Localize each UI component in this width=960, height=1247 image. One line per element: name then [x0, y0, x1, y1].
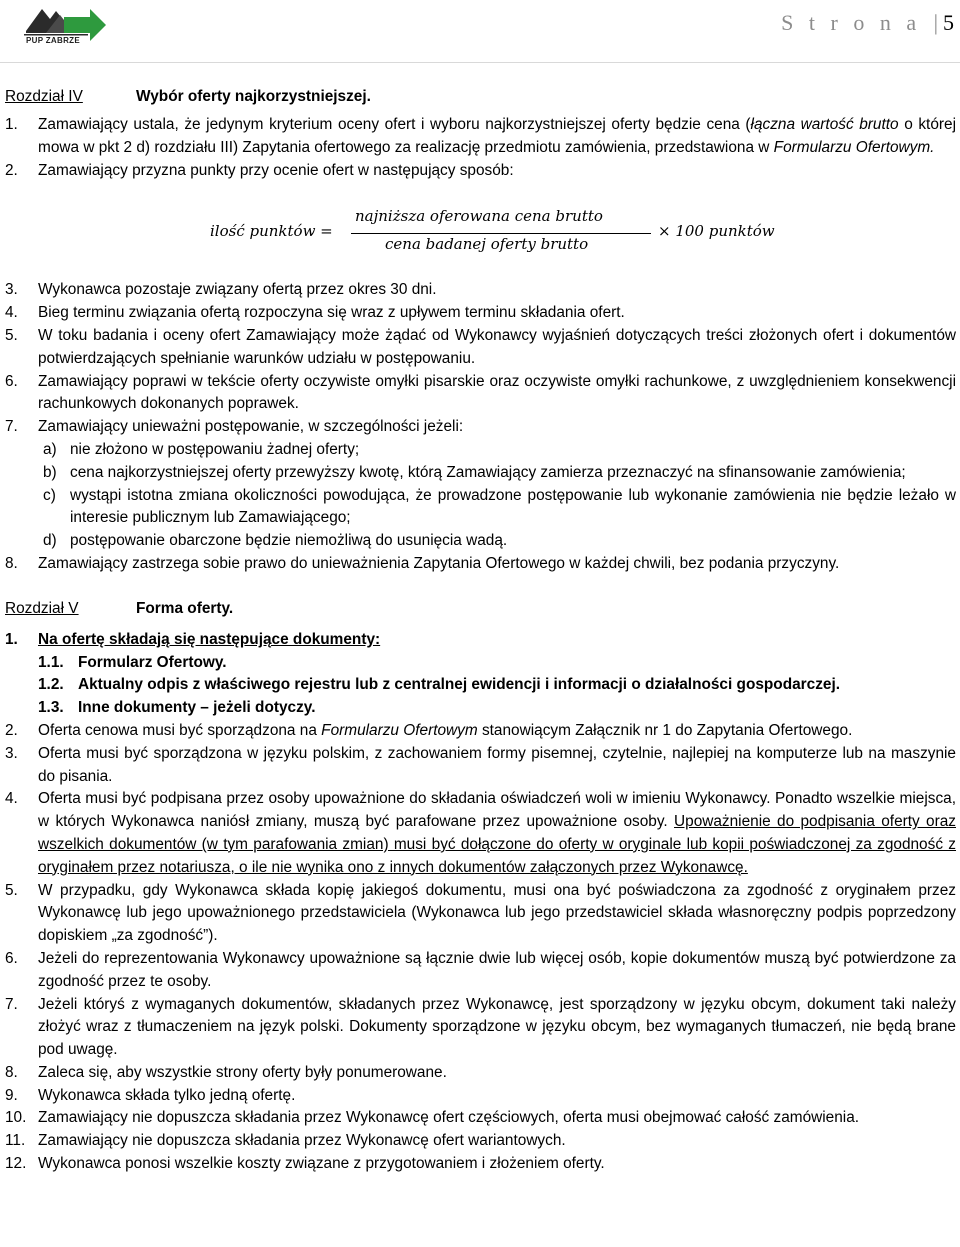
- sub-item-text: nie złożono w postępowaniu żadnej oferty;: [70, 440, 360, 458]
- item-text: Zamawiający poprawi w tekście oferty oczywiste omyłki pisarskie oraz oczywiste omyłki rachunkowe, z uwzględnieniem konsekwencji rachunkowych dokonanych poprawek.: [38, 372, 956, 413]
- sub-list-item: [5, 439, 956, 462]
- sub-list-item: [5, 674, 956, 697]
- list-item: [5, 880, 956, 948]
- points-formula: [5, 191, 956, 279]
- item-text: o której mowa w pkt 2 d) rozdziału III) Zapytania ofertowego za realizację przedmiotu zamówienia, przedstawiona w: [38, 116, 956, 156]
- item-text: Wykonawca składa tylko jedną ofertę.: [38, 1086, 296, 1104]
- list-item: [5, 1130, 956, 1153]
- list-item: [5, 788, 956, 879]
- list-item: [5, 743, 956, 789]
- item-text: Bieg terminu związania ofertą rozpoczyna się wraz z upływem terminu składania ofert.: [38, 304, 625, 322]
- header-divider: [0, 62, 960, 63]
- item-text: Jeżeli któryś z wymaganych dokumentów, składanych przez Wykonawcę, jest sporządzony w języku obcym, dokument taki należy złożyć wraz z tłumaczeniem na język polski. Dokumenty sporządzone w języku obcym, bez wymaganych tłumaczeń, nie będą brane pod uwagę.: [38, 995, 956, 1059]
- formula-denominator: cena badanej oferty brutto: [385, 235, 589, 254]
- logo-text: PUP ZABRZE: [26, 36, 80, 45]
- list-item: [5, 1085, 956, 1108]
- item-text: Jeżeli do reprezentowania Wykonawcy upoważnione są łącznie dwie lub więcej osób, kopie dokumentów muszą być potwierdzone za zgodność przez te osoby.: [38, 949, 956, 990]
- sub-item-text: postępowanie obarczone będzie niemożliwą do usunięcia wadą.: [70, 532, 508, 550]
- item-text: Zamawiający ustala, że jedynym kryterium oceny ofert i wyboru najkorzystniejszej oferty będzie cena (: [38, 116, 751, 133]
- list-item: [5, 629, 956, 652]
- item-number: 7.: [5, 995, 18, 1013]
- item-text: Na ofertę składają się następujące dokumenty:: [38, 630, 381, 648]
- sub-item-text: Aktualny odpis z właściwego rejestru lub z centralnej ewidencji i informacji o działalności gospodarczej.: [78, 676, 841, 694]
- item-number: 2.: [5, 161, 18, 179]
- item-number: 6.: [5, 949, 18, 967]
- item-number: 10.: [5, 1109, 27, 1127]
- chapter-title: Forma oferty.: [136, 599, 234, 617]
- list-item: [5, 279, 956, 302]
- sub-item-number: 1.2.: [38, 676, 64, 694]
- item-number: 5.: [5, 881, 18, 899]
- list-item: [5, 416, 956, 439]
- list-item: [5, 160, 956, 183]
- item-text: Zamawiający nie dopuszcza składania przez Wykonawcę ofert wariantowych.: [38, 1132, 566, 1150]
- list-item: [5, 371, 956, 417]
- list-item: [5, 948, 956, 994]
- list-item: [5, 114, 956, 160]
- list-item: [5, 553, 956, 576]
- item-number: 1.: [5, 630, 18, 648]
- item-number: 8.: [5, 1063, 18, 1081]
- list-item: [5, 720, 956, 743]
- item-number: 7.: [5, 418, 18, 436]
- item-number: 3.: [5, 281, 18, 299]
- item-text-italic: Formularzu Ofertowym.: [773, 138, 935, 156]
- item-number: 8.: [5, 554, 18, 572]
- item-text: Zamawiający zastrzega sobie prawo do unieważnienia Zapytania Ofertowego w każdej chwili, bez podania przyczyny.: [38, 554, 840, 572]
- formula-lhs: ilość punktów =: [210, 222, 333, 241]
- item-number: 4.: [5, 304, 18, 322]
- item-number: 2.: [5, 721, 18, 739]
- item-number: 3.: [5, 744, 18, 762]
- sub-item-text: Inne dokumenty – jeżeli dotyczy.: [78, 699, 316, 717]
- item-text: Zamawiający nie dopuszcza składania przez Wykonawcę ofert częściowych, oferta musi obejmować całość zamówienia.: [38, 1109, 860, 1127]
- sub-item-text: Formularz Ofertowy.: [78, 653, 227, 671]
- item-text: Oferta musi być podpisana przez osoby upoważnione do składania oświadczeń woli w imieniu Wykonawcy. Ponadto wszelkie miejsca, w których Wykonawca naniósł zmiany, muszą być parafowane przez upoważnione osoby.: [38, 790, 956, 831]
- item-text: Zamawiający unieważni postępowanie, w szczególności jeżeli:: [38, 418, 464, 436]
- item-text: Oferta cenowa musi być sporządzona na: [38, 721, 322, 739]
- document-body: [5, 86, 956, 1176]
- list-item: [5, 1153, 956, 1176]
- sub-item-number: 1.3.: [38, 699, 64, 717]
- item-text: Wykonawca ponosi wszelkie koszty związane z przygotowaniem i złożeniem oferty.: [38, 1155, 605, 1173]
- chapter-title: Wybór oferty najkorzystniejszej.: [136, 88, 371, 105]
- list-item: [5, 1107, 956, 1130]
- list-item: [5, 325, 956, 371]
- page-number: 5: [943, 10, 954, 35]
- sub-list-item: [5, 485, 956, 531]
- item-text-italic: Formularzu Ofertowym: [321, 721, 478, 739]
- formula-numerator: najniższa oferowana cena brutto: [355, 207, 603, 226]
- list-item: [5, 994, 956, 1062]
- item-number: 12.: [5, 1155, 27, 1173]
- page-separator: |: [933, 10, 938, 35]
- sub-item-letter: b): [43, 463, 57, 481]
- item-text: W toku badania i oceny ofert Zamawiający może żądać od Wykonawcy wyjaśnień dotyczących treści złożonych ofert i dokumentów potwierdzających spełnianie warunków udziału w postępowaniu.: [38, 326, 956, 367]
- item-text-italic: łączna wartość brutto: [750, 116, 899, 133]
- page-header: [0, 0, 960, 64]
- item-number: 5.: [5, 326, 18, 344]
- item-number: 6.: [5, 372, 18, 390]
- chapter-label: Rozdział V: [5, 599, 79, 617]
- item-number: 1.: [5, 116, 18, 133]
- page-label: S t r o n a: [781, 10, 922, 35]
- item-text: Wykonawca pozostaje związany ofertą przez okres 30 dni.: [38, 281, 437, 299]
- sub-list-item: [5, 462, 956, 485]
- sub-list-item: [5, 652, 956, 675]
- list-item: [5, 1062, 956, 1085]
- item-text: Zaleca się, aby wszystkie strony oferty były ponumerowane.: [38, 1063, 447, 1081]
- item-number: 11.: [5, 1132, 26, 1150]
- chapter-4-heading: [5, 86, 956, 110]
- sub-item-letter: d): [43, 532, 57, 550]
- item-text: stanowiącym Załącznik nr 1 do Zapytania Ofertowego.: [477, 721, 853, 739]
- page-number-block: [781, 10, 954, 36]
- formula-rhs: × 100 punktów: [658, 222, 775, 241]
- sub-item-letter: c): [43, 486, 56, 504]
- item-text: W przypadku, gdy Wykonawca składa kopię jakiegoś dokumentu, musi ona być poświadczona za zgodność z oryginałem przez Wykonawcę lub jego upoważnionego przedstawiciela (Wykonawca lub jego przedstawiciel składa własnoręczny podpis poprzedzony dopiskiem „za zgodność”).: [38, 881, 956, 945]
- sub-list-item: [5, 697, 956, 720]
- sub-item-letter: a): [43, 440, 57, 458]
- item-text: Oferta musi być sporządzona w języku polskim, z zachowaniem formy pisemnej, czytelnie, najlepiej na komputerze lub na maszynie do pisania.: [38, 744, 956, 785]
- item-number: 9.: [5, 1086, 18, 1104]
- item-number: 4.: [5, 790, 18, 808]
- sub-item-text: cena najkorzystniejszej oferty przewyższy kwotę, którą Zamawiający zamierza przeznaczyć na sfinansowanie zamówienia;: [70, 463, 906, 481]
- chapter-5-heading: [5, 598, 956, 622]
- item-text-underlined: Upoważnienie do podpisania oferty oraz wszelkich dokumentów (w tym parafowania zmian) musi być dołączone do oferty w oryginale lub kopii poświadczonej za zgodność z oryginałem przez notariusza, o ile nie wynika ono z innych dokumentów załączonych przez Wykonawcę.: [38, 813, 956, 876]
- list-item: [5, 302, 956, 325]
- item-text: Zamawiający przyzna punkty przy ocenie ofert w następujący sposób:: [38, 161, 514, 179]
- sub-item-text: wystąpi istotna zmiana okoliczności powodująca, że prowadzone postępowanie lub wykonanie zamówienia nie będzie leżało w interesie publicznym lub Zamawiającego;: [70, 486, 956, 527]
- sub-list-item: [5, 530, 956, 553]
- sub-item-number: 1.1.: [38, 653, 64, 671]
- chapter-label: Rozdział IV: [5, 88, 83, 105]
